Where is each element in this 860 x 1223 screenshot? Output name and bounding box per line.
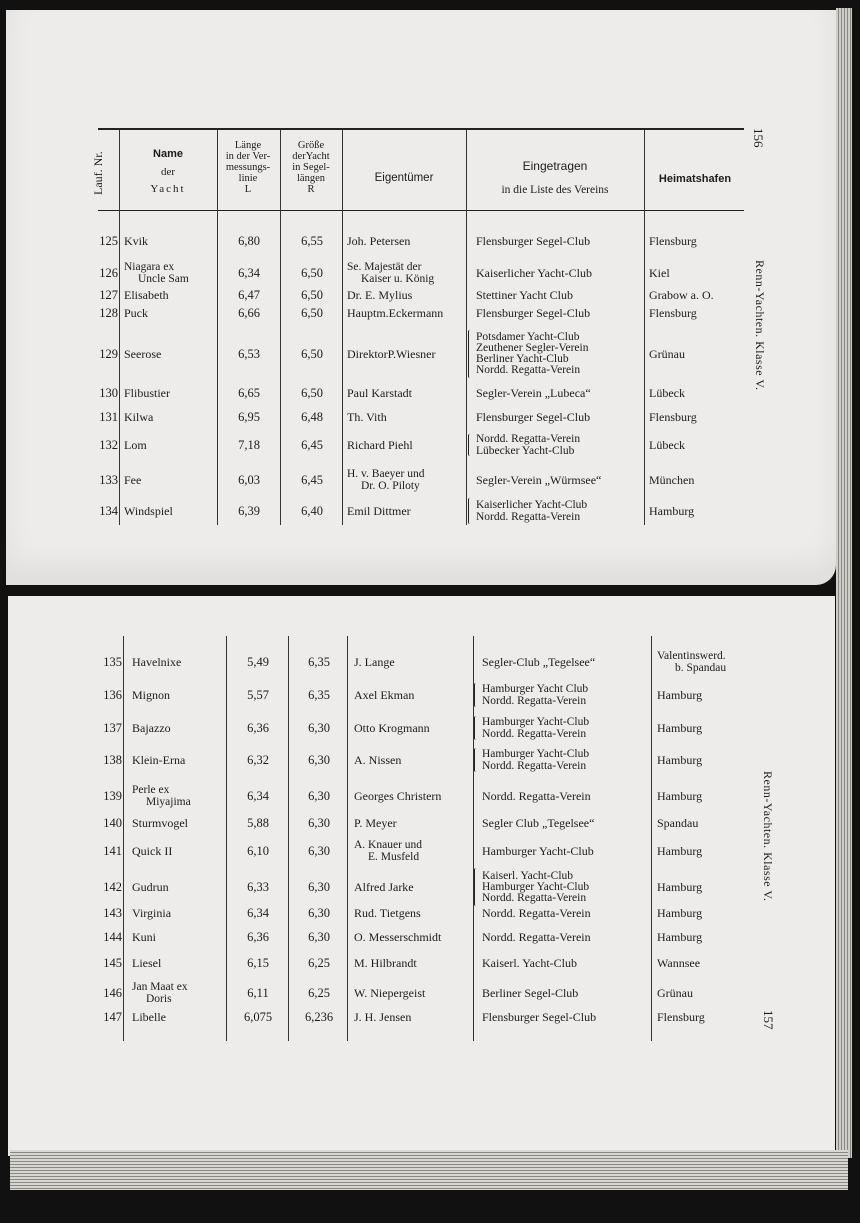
column-divider <box>123 636 124 1041</box>
column-divider <box>288 636 289 1041</box>
yacht-name-cell <box>132 1011 227 1023</box>
yacht-name: Puck <box>124 306 148 320</box>
home-port-cell <box>649 387 744 399</box>
home-port: Hamburg <box>657 789 703 803</box>
header-bottom-rule <box>98 210 744 211</box>
length-value: 6,33 <box>247 880 269 894</box>
owner-name: Hauptm.Eckermann <box>347 306 444 320</box>
club-name-cell <box>482 957 652 969</box>
club-name: Stettiner Yacht Club <box>476 288 574 302</box>
length-value: 6,32 <box>247 753 269 767</box>
header-port: Heimatshafen <box>658 173 732 185</box>
home-port: Lübeck <box>649 386 685 400</box>
owner-name-cell <box>354 790 476 802</box>
length-value: 6,10 <box>247 844 269 858</box>
home-port: Hamburg <box>657 753 703 767</box>
row-number: 147 <box>103 1010 122 1024</box>
yacht-name-cell <box>124 387 214 399</box>
length-value: 5,49 <box>247 655 269 669</box>
yacht-name-cell <box>132 845 227 857</box>
row-number: 127 <box>99 288 118 302</box>
sail-size-value: 6,45 <box>301 438 323 452</box>
owner-name: A. Nissen <box>354 753 402 767</box>
sail-size-value: 6,30 <box>308 880 330 894</box>
row-number: 129 <box>99 347 118 361</box>
club-name: Flensburger Segel-Club <box>476 234 591 248</box>
yacht-name: Quick II <box>132 844 173 858</box>
club-name-cell <box>476 267 644 279</box>
home-port: Grünau <box>657 986 693 1000</box>
sail-size-value: 6,50 <box>301 266 323 280</box>
club-name-cell <box>482 907 652 919</box>
home-port: Hamburg <box>657 688 703 702</box>
brace-mark <box>474 716 478 740</box>
club-name: Nordd. Regatta-Verein <box>476 433 581 445</box>
length-value: 6,03 <box>238 473 260 487</box>
owner-name-cell <box>347 307 467 319</box>
club-name-cell <box>476 387 644 399</box>
sail-size-value: 6,30 <box>308 844 330 858</box>
row-number: 131 <box>99 410 118 424</box>
club-name: Kaiserlicher Yacht-Club <box>476 266 592 280</box>
owner-name-cell <box>354 957 476 969</box>
row-number: 136 <box>103 688 122 702</box>
row-number: 140 <box>103 816 122 830</box>
book-page-edges-bottom <box>10 1150 848 1190</box>
club-name-cell <box>482 845 652 857</box>
page-number: 157 <box>761 1010 776 1030</box>
owner-name: Kaiser u. König <box>361 273 435 285</box>
club-name: Hamburger Yacht Club <box>482 683 589 695</box>
club-name: Segler-Verein „Würmsee“ <box>476 473 602 487</box>
yacht-name: Havelnixe <box>132 655 182 669</box>
home-port-cell <box>657 957 752 969</box>
yacht-name-cell <box>132 689 227 701</box>
sail-size-value: 6,40 <box>301 504 323 518</box>
yacht-name-cell <box>124 505 214 517</box>
home-port-cell <box>657 931 752 943</box>
brace-mark <box>468 498 472 524</box>
club-name: Hamburger Yacht-Club <box>482 880 590 893</box>
brace-mark <box>468 330 472 378</box>
sail-size-value: 6,30 <box>308 753 330 767</box>
yacht-name-cell <box>124 348 214 360</box>
yacht-name: Flibustier <box>124 386 171 400</box>
home-port-cell <box>657 845 752 857</box>
club-name-cell <box>482 790 652 802</box>
header-name: Name der Yacht <box>150 148 186 195</box>
header-size: Größe derYacht in Segel- längen R <box>292 140 330 195</box>
owner-name: Emil Dittmer <box>347 504 411 518</box>
club-name: Segler-Verein „Lubeca“ <box>476 386 591 400</box>
yacht-name: Klein-Erna <box>132 753 186 767</box>
club-name: Nordd. Regatta-Verein <box>482 728 587 740</box>
club-name-cell <box>482 716 652 740</box>
home-port: Flensburg <box>649 410 697 424</box>
yacht-name: Miyajima <box>146 796 191 808</box>
length-value: 6,95 <box>238 410 260 424</box>
sail-size-value: 6,50 <box>301 306 323 320</box>
running-head: Renn-Yachten. Klasse V. <box>753 260 767 391</box>
page-156 <box>6 10 836 585</box>
owner-name-cell <box>354 722 476 734</box>
row-number: 132 <box>99 438 118 452</box>
header-registered: Eingetragen in die Liste des Vereins <box>501 159 609 196</box>
club-name: Kaiserl. Yacht-Club <box>482 956 577 970</box>
sail-size-value: 6,35 <box>308 655 330 669</box>
yacht-name-cell <box>124 261 214 285</box>
home-port-cell <box>649 307 744 319</box>
yacht-name-cell <box>132 881 227 893</box>
owner-name-cell <box>354 839 476 863</box>
yacht-name-cell <box>132 981 227 1005</box>
sail-size-value: 6,35 <box>308 688 330 702</box>
home-port: Hamburg <box>657 880 703 894</box>
owner-name: DirektorP.Wiesner <box>347 347 436 361</box>
club-name: Segler Club „Tegelsee“ <box>482 816 595 830</box>
club-name: Nordd. Regatta-Verein <box>482 930 591 944</box>
club-name: Flensburger Segel-Club <box>476 410 591 424</box>
home-port: Flensburg <box>649 306 697 320</box>
brace-mark <box>474 868 478 906</box>
yacht-name: Liesel <box>132 956 162 970</box>
row-number: 138 <box>103 753 122 767</box>
owner-name-cell <box>354 931 476 943</box>
owner-name-cell <box>347 505 467 517</box>
home-port-cell <box>649 289 744 301</box>
row-number: 141 <box>103 844 122 858</box>
club-name-cell <box>482 1011 652 1023</box>
owner-name: J. Lange <box>354 655 395 669</box>
home-port: Kiel <box>649 266 670 280</box>
club-name: Nordd. Regatta-Verein <box>482 891 587 904</box>
length-value: 6,53 <box>238 347 260 361</box>
row-number: 146 <box>103 986 122 1000</box>
owner-name: H. v. Baeyer und <box>347 468 425 480</box>
yacht-name: Niagara ex <box>124 261 175 273</box>
yacht-name-cell <box>124 289 214 301</box>
owner-name: Dr. E. Mylius <box>347 288 413 302</box>
length-value: 6,15 <box>247 956 269 970</box>
club-name: Segler-Club „Tegelsee“ <box>482 655 596 669</box>
column-divider <box>644 130 645 525</box>
book-page-edges-right <box>836 8 852 1158</box>
home-port: Spandau <box>657 816 699 830</box>
club-name: Berliner Yacht-Club <box>476 353 569 365</box>
sail-size-value: 6,236 <box>304 1010 334 1024</box>
sail-size-value: 6,30 <box>308 816 330 830</box>
owner-name: Axel Ekman <box>354 688 415 702</box>
row-number: 143 <box>103 906 122 920</box>
owner-name-cell <box>354 754 476 766</box>
home-port: Hamburg <box>657 844 703 858</box>
yacht-name-cell <box>132 784 227 808</box>
row-number: 142 <box>103 880 122 894</box>
club-name-cell <box>482 871 652 904</box>
owner-name-cell <box>347 348 467 360</box>
club-name: Kaiserl. Yacht-Club <box>482 869 574 882</box>
home-port: Lübeck <box>649 438 685 452</box>
row-number: 134 <box>99 504 118 518</box>
yacht-name-cell <box>132 754 227 766</box>
owner-name: Th. Vith <box>347 410 387 424</box>
club-name-cell <box>476 433 644 457</box>
home-port: Grünau <box>649 347 685 361</box>
yacht-name: Doris <box>146 993 172 1005</box>
home-port: Flensburg <box>649 234 697 248</box>
sail-size-value: 6,50 <box>301 347 323 361</box>
club-name: Hamburger Yacht-Club <box>482 716 590 728</box>
club-name: Nordd. Regatta-Verein <box>476 364 581 376</box>
club-name: Potsdamer Yacht-Club <box>476 331 580 343</box>
yacht-name: Uncle Sam <box>138 273 189 285</box>
owner-name: M. Hilbrandt <box>354 956 417 970</box>
yacht-name-cell <box>132 817 227 829</box>
yacht-name: Virginia <box>132 906 172 920</box>
sail-size-value: 6,55 <box>301 234 323 248</box>
club-name: Nordd. Regatta-Verein <box>482 906 591 920</box>
home-port-cell <box>657 754 752 766</box>
home-port-cell <box>657 790 752 802</box>
yacht-name-cell <box>132 907 227 919</box>
yacht-name: Elisabeth <box>124 288 169 302</box>
home-port: Flensburg <box>657 1010 705 1024</box>
home-port: Wannsee <box>657 956 701 970</box>
club-name-cell <box>476 474 644 486</box>
owner-name: Richard Piehl <box>347 438 413 452</box>
home-port-cell <box>657 987 752 999</box>
owner-name: Se. Majestät der <box>347 261 422 273</box>
row-number: 133 <box>99 473 118 487</box>
brace-mark <box>474 683 478 707</box>
owner-name: E. Musfeld <box>368 851 420 863</box>
club-name-cell <box>482 931 652 943</box>
home-port: Hamburg <box>657 906 703 920</box>
home-port-cell <box>657 650 752 674</box>
home-port-cell <box>657 817 752 829</box>
club-name: Flensburger Segel-Club <box>476 306 591 320</box>
yacht-name: Bajazzo <box>132 721 171 735</box>
row-number: 130 <box>99 386 118 400</box>
club-name: Berliner Segel-Club <box>482 986 579 1000</box>
sail-size-value: 6,25 <box>308 956 330 970</box>
length-value: 6,36 <box>247 930 269 944</box>
length-value: 6,66 <box>238 306 260 320</box>
sail-size-value: 6,48 <box>301 410 323 424</box>
owner-name-cell <box>347 235 467 247</box>
owner-name: A. Knauer und <box>354 839 423 851</box>
row-number: 126 <box>99 266 118 280</box>
sail-size-value: 6,30 <box>308 721 330 735</box>
owner-name-cell <box>347 387 467 399</box>
brace-mark <box>474 748 478 772</box>
length-value: 6,34 <box>247 906 269 920</box>
yacht-name: Sturmvogel <box>132 816 188 830</box>
sail-size-value: 6,25 <box>308 986 330 1000</box>
home-port-cell <box>657 689 752 701</box>
row-number: 125 <box>99 234 118 248</box>
row-number: 137 <box>103 721 122 735</box>
owner-name-cell <box>354 689 476 701</box>
length-value: 6,80 <box>238 234 260 248</box>
sail-size-value: 6,45 <box>301 473 323 487</box>
length-value: 6,65 <box>238 386 260 400</box>
club-name: Lübecker Yacht-Club <box>476 445 575 457</box>
owner-name: P. Meyer <box>354 816 397 830</box>
yacht-name-cell <box>124 474 214 486</box>
page-157 <box>8 596 835 1156</box>
table-top-rule <box>98 128 744 130</box>
row-number: 139 <box>103 789 122 803</box>
club-name-cell <box>482 683 652 707</box>
club-name: Nordd. Regatta-Verein <box>482 695 587 707</box>
club-name: Hamburger Yacht-Club <box>482 748 590 760</box>
yacht-name-cell <box>132 656 227 668</box>
running-head: Renn-Yachten. Klasse V. <box>761 771 775 902</box>
yacht-name: Windspiel <box>124 504 173 518</box>
club-name-cell <box>482 817 652 829</box>
club-name: Nordd. Regatta-Verein <box>482 760 587 772</box>
yacht-name: Gudrun <box>132 880 169 894</box>
yacht-name-cell <box>124 439 214 451</box>
length-value: 5,88 <box>247 816 269 830</box>
sail-size-value: 6,50 <box>301 288 323 302</box>
yacht-name-cell <box>132 931 227 943</box>
home-port: München <box>649 473 695 487</box>
club-name-cell <box>482 656 652 668</box>
owner-name-cell <box>347 439 467 451</box>
owner-name-cell <box>354 817 476 829</box>
home-port-cell <box>657 907 752 919</box>
club-name-cell <box>476 307 644 319</box>
yacht-name: Jan Maat ex <box>132 981 188 993</box>
owner-name: Joh. Petersen <box>347 234 411 248</box>
home-port-cell <box>649 235 744 247</box>
club-name-cell <box>476 235 644 247</box>
owner-name: O. Messerschmidt <box>354 930 442 944</box>
home-port-cell <box>649 439 744 451</box>
club-name: Hamburger Yacht-Club <box>482 844 594 858</box>
row-number: 145 <box>103 956 122 970</box>
club-name: Zeuthener Segler-Verein <box>476 342 589 354</box>
home-port-cell <box>657 722 752 734</box>
owner-name: Otto Krogmann <box>354 721 430 735</box>
club-name-cell <box>476 332 644 376</box>
club-name-cell <box>476 499 644 523</box>
home-port: Hamburg <box>657 930 703 944</box>
owner-name: Dr. O. Piloty <box>361 480 420 492</box>
header-length: Länge in der Ver- messungs- linie L <box>225 140 271 195</box>
owner-name-cell <box>354 881 476 893</box>
brace-mark <box>468 434 472 456</box>
home-port-cell <box>649 411 744 423</box>
yacht-name: Kilwa <box>124 410 154 424</box>
row-number: 144 <box>103 930 122 944</box>
club-name: Nordd. Regatta-Verein <box>476 511 581 523</box>
club-name-cell <box>482 987 652 999</box>
length-value: 6,47 <box>238 288 260 302</box>
club-name-cell <box>476 289 644 301</box>
home-port: b. Spandau <box>675 662 727 674</box>
length-value: 5,57 <box>247 688 269 702</box>
sail-size-value: 6,50 <box>301 386 323 400</box>
sail-size-value: 6,30 <box>308 906 330 920</box>
home-port-cell <box>649 267 744 279</box>
owner-name-cell <box>354 907 476 919</box>
sail-size-value: 6,30 <box>308 930 330 944</box>
length-value: 6,075 <box>243 1010 273 1024</box>
home-port: Valentinswerd. <box>657 650 726 662</box>
home-port: Hamburg <box>657 721 703 735</box>
club-name: Kaiserlicher Yacht-Club <box>476 499 588 511</box>
owner-name: W. Niepergeist <box>354 986 426 1000</box>
length-value: 6,36 <box>247 721 269 735</box>
owner-name: Rud. Tietgens <box>354 906 421 920</box>
length-value: 7,18 <box>238 438 260 452</box>
yacht-name-cell <box>124 307 214 319</box>
yacht-name: Fee <box>124 473 142 487</box>
owner-name-cell <box>347 289 467 301</box>
yacht-name: Seerose <box>124 347 162 361</box>
home-port-cell <box>649 474 744 486</box>
row-number: 135 <box>103 655 122 669</box>
yacht-name-cell <box>132 957 227 969</box>
sail-size-value: 6,30 <box>308 789 330 803</box>
owner-name: Alfred Jarke <box>354 880 414 894</box>
home-port-cell <box>649 348 744 360</box>
yacht-name-cell <box>124 411 214 423</box>
home-port: Hamburg <box>649 504 695 518</box>
yacht-name: Lom <box>124 438 147 452</box>
owner-name: Paul Karstadt <box>347 386 412 400</box>
length-value: 6,11 <box>247 986 269 1000</box>
home-port-cell <box>649 505 744 517</box>
owner-name-cell <box>347 468 467 492</box>
row-number: 128 <box>99 306 118 320</box>
club-name-cell <box>476 411 644 423</box>
length-value: 6,34 <box>247 789 269 803</box>
owner-name-cell <box>354 987 476 999</box>
club-name: Nordd. Regatta-Verein <box>482 789 591 803</box>
yacht-name: Perle ex <box>132 784 170 796</box>
yacht-name: Kvik <box>124 234 148 248</box>
home-port-cell <box>657 1011 752 1023</box>
length-value: 6,39 <box>238 504 260 518</box>
yacht-name: Libelle <box>132 1010 166 1024</box>
owner-name-cell <box>354 1011 476 1023</box>
header-owner: Eigentümer <box>374 172 434 184</box>
club-name: Flensburger Segel-Club <box>482 1010 597 1024</box>
yacht-name: Kuni <box>132 930 156 944</box>
owner-name-cell <box>347 411 467 423</box>
owner-name-cell <box>354 656 476 668</box>
yacht-name-cell <box>124 235 214 247</box>
owner-name-cell <box>347 261 467 285</box>
page-number: 156 <box>751 128 766 148</box>
home-port: Grabow a. O. <box>649 288 714 302</box>
yacht-name: Mignon <box>132 688 171 702</box>
owner-name: Georges Christern <box>354 789 442 803</box>
header-nr: Lauf. Nr. <box>91 151 105 195</box>
club-name-cell <box>482 748 652 772</box>
home-port-cell <box>657 881 752 893</box>
length-value: 6,34 <box>238 266 260 280</box>
owner-name: J. H. Jensen <box>354 1010 412 1024</box>
yacht-name-cell <box>132 722 227 734</box>
